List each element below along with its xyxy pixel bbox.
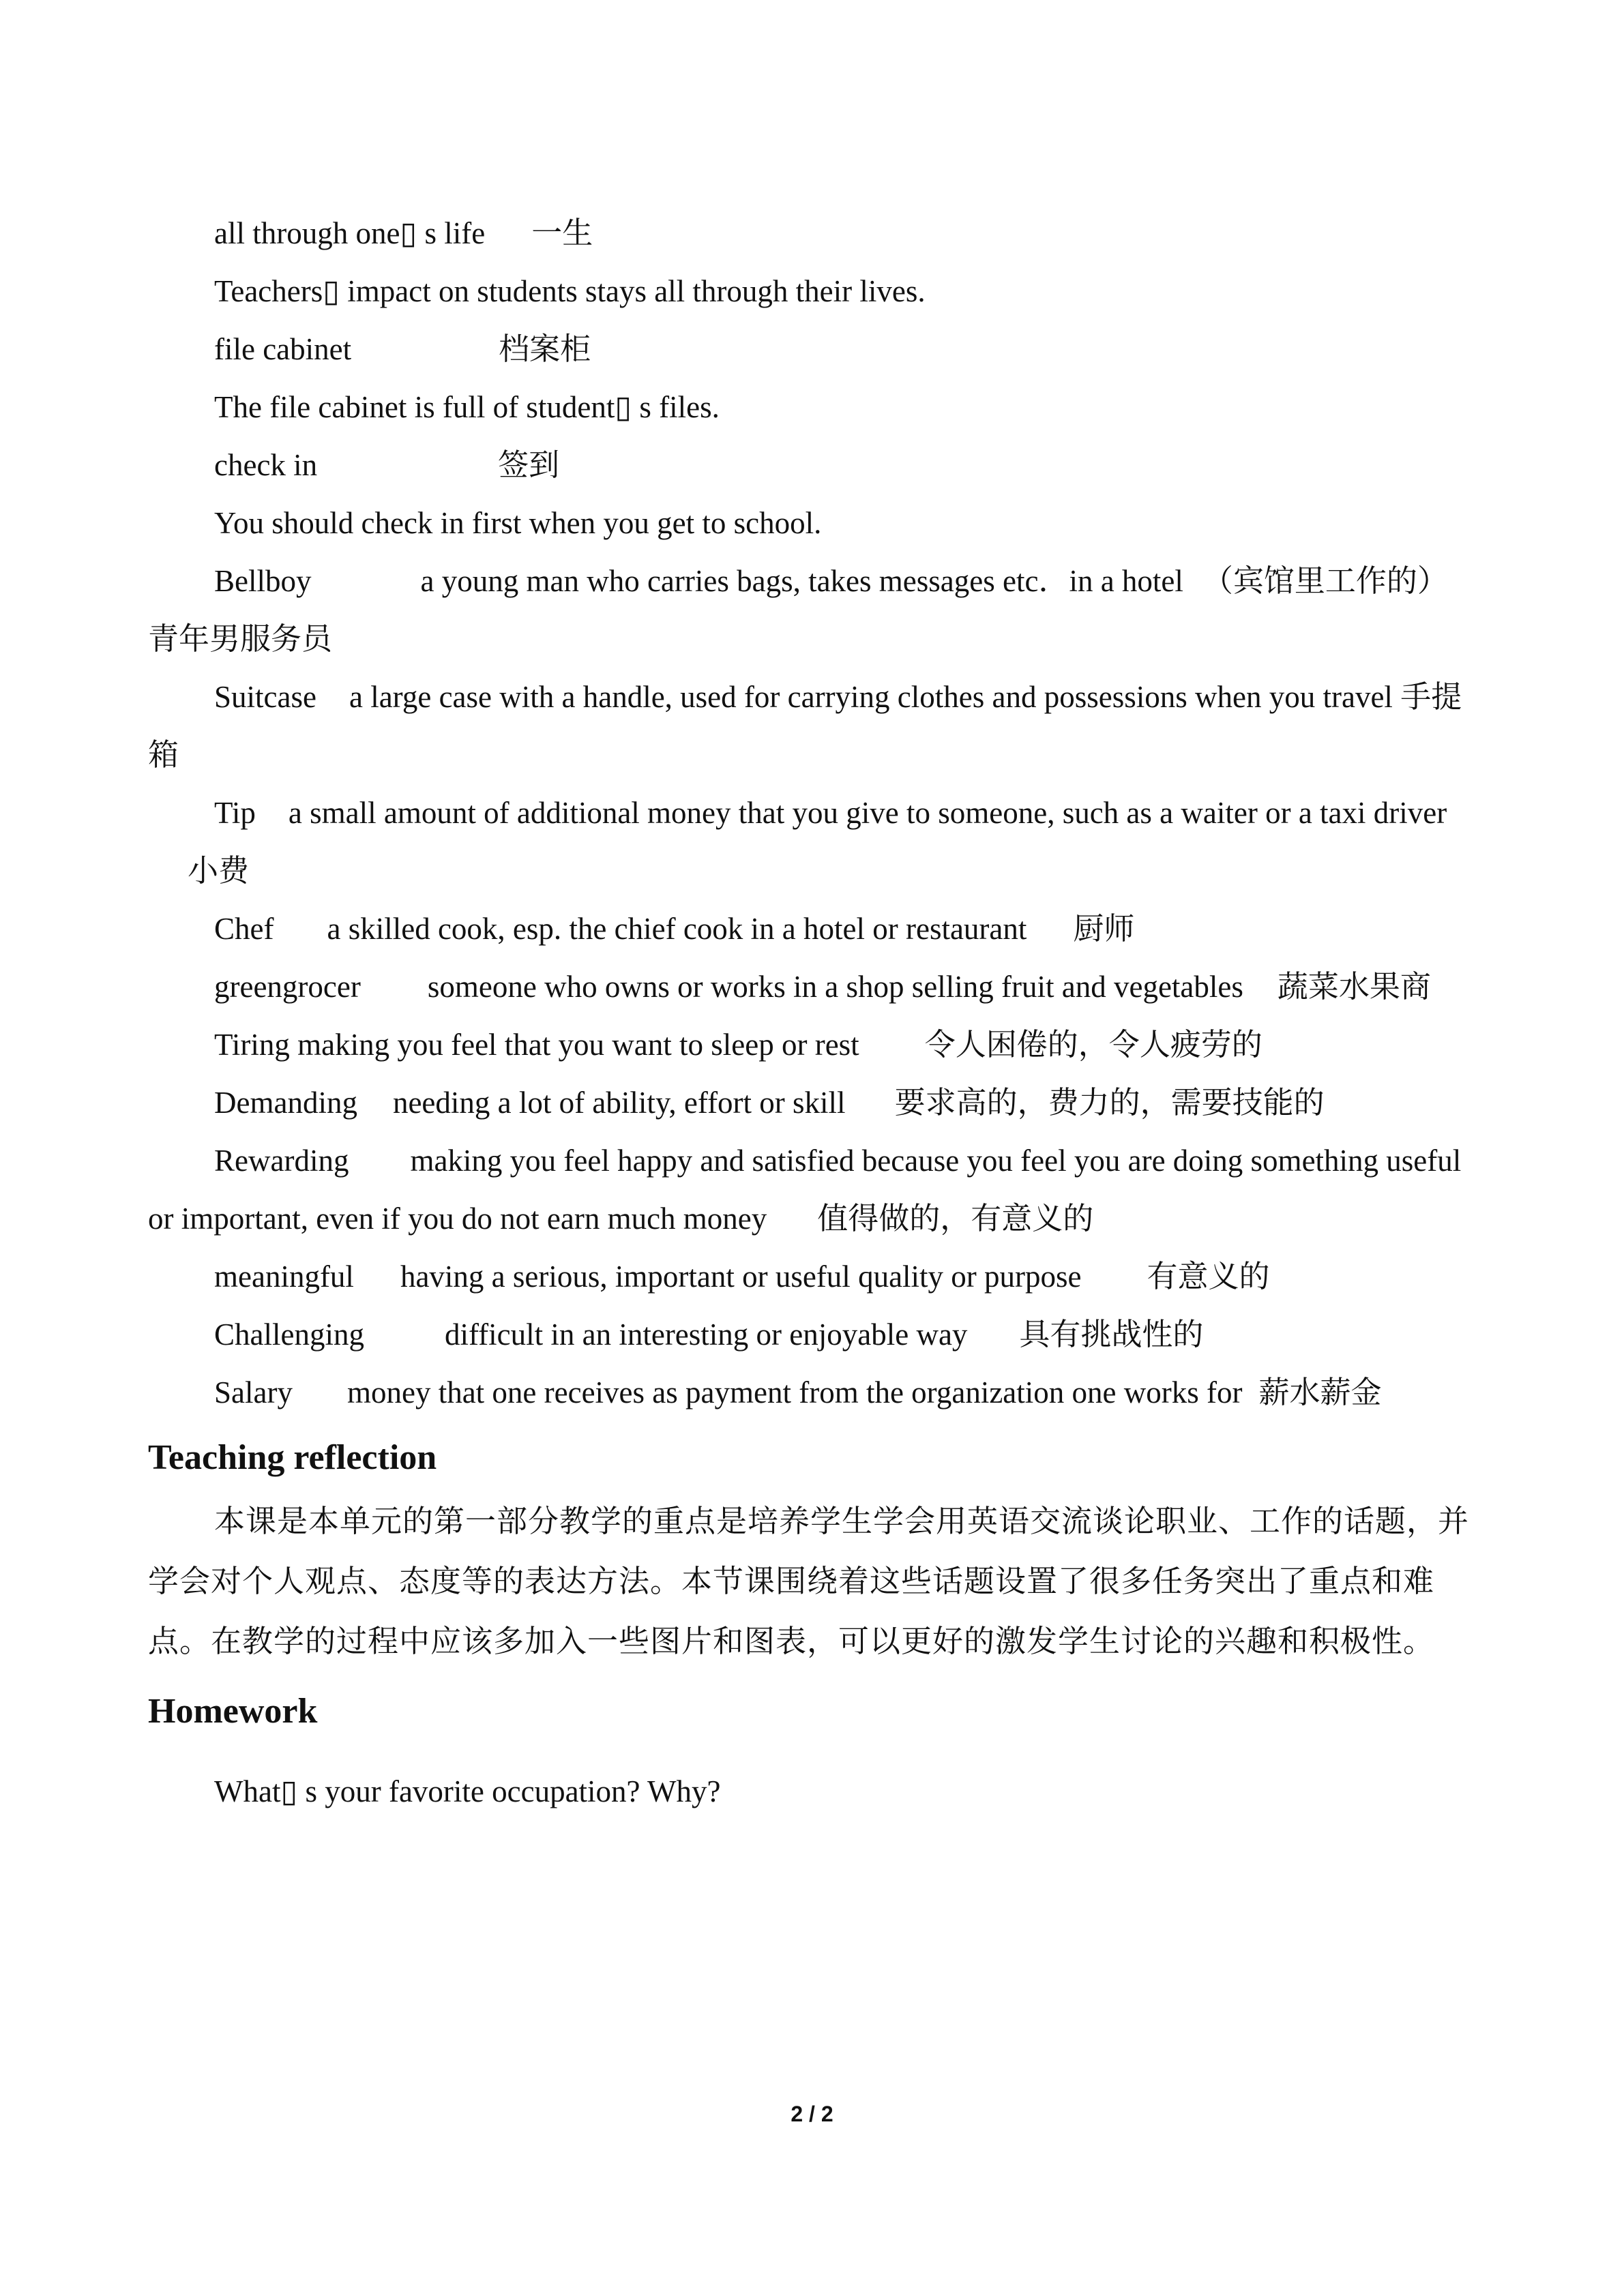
vocab-entry (148, 1306, 1478, 1364)
entry-chinese: 有意义的 (1147, 1259, 1270, 1294)
document-body (148, 205, 1478, 1821)
vocab-entry (148, 1132, 1478, 1248)
vocab-entry (148, 1364, 1478, 1422)
homework-body: What▯ s your favorite occupation? Why? (214, 1774, 721, 1808)
vocab-entry (148, 1016, 1478, 1074)
entry-term: Suitcase (214, 680, 316, 714)
entry-chinese: 蔬菜水果商 (1277, 970, 1431, 1004)
entry-term: check in (214, 448, 318, 482)
entry-chinese: 值得做的，有意义的 (817, 1202, 1094, 1236)
entry-chinese: 厨师 (1073, 912, 1135, 946)
entry-definition: difficult in an interesting or enjoyable way (444, 1317, 968, 1352)
vocab-entry (148, 668, 1478, 784)
entry-term: Demanding (214, 1086, 357, 1120)
entry-definition: money that one receives as payment from the organization one works for (346, 1375, 1243, 1410)
vocab-entry (148, 958, 1478, 1016)
entry-definition: a large case with a handle, used for carrying clothes and possessions when you travel (349, 680, 1393, 714)
entry-definition: someone who owns or works in a shop selling fruit and vegetables (427, 970, 1243, 1004)
entry-chinese: 签到 (498, 448, 560, 482)
entry-term: all through one▯ s life (214, 216, 486, 250)
entry-term: The file cabinet is full of student▯ s files. (214, 390, 720, 424)
entry-chinese: 薪水薪金 (1258, 1375, 1382, 1410)
entry-chinese: 手提箱 (148, 680, 1462, 772)
entry-chinese: （宾馆里工作的）青年男服务员 (148, 564, 1448, 656)
example-sentence (148, 378, 1478, 436)
entry-term: Bellboy (214, 564, 312, 598)
entry-definition: a young man who carries bags, takes messages etc．in a hotel (420, 564, 1183, 598)
entry-chinese: 具有挑战性的 (1019, 1317, 1204, 1352)
entry-term: greengrocer (214, 970, 361, 1004)
vocab-entry (148, 1074, 1478, 1132)
entry-term: Rewarding (214, 1144, 349, 1178)
teaching-reflection-body: 本课是本单元的第一部分教学的重点是培养学生学会用英语交流谈论职业、工作的话题，并学会对个人观点、态度等的表达方法。本节课围绕着这些话题设置了很多任务突出了重点和难点。在教学的过程中应该多加入一些图片和图表，可以更好的激发学生讨论的兴趣和积极性。 (148, 1504, 1470, 1658)
entry-term: Chef (214, 912, 274, 946)
vocab-entry (148, 784, 1478, 900)
vocab-entry (148, 436, 1478, 494)
homework-heading: Homework (148, 1692, 318, 1731)
entry-chinese: 要求高的，费力的，需要技能的 (894, 1086, 1325, 1120)
vocab-entry (148, 900, 1478, 958)
entry-term: file cabinet (214, 332, 352, 366)
example-sentence (148, 263, 1478, 320)
teaching-reflection-heading: Teaching reflection (148, 1438, 437, 1477)
entry-term: Tiring making you feel that you want to sleep or rest (214, 1028, 859, 1062)
entry-definition: a skilled cook, esp. the chief cook in a hotel or restaurant (327, 912, 1027, 946)
entry-chinese: 档案柜 (499, 332, 591, 366)
entry-definition: a small amount of additional money that you give to someone, such as a waiter or a taxi driver (288, 796, 1447, 830)
vocab-entry (148, 1248, 1478, 1306)
entry-chinese: 一生 (531, 216, 593, 250)
entry-definition: making you feel happy and satisfied because you feel you are doing something useful or important, even if you do not earn much money (148, 1144, 1462, 1236)
entry-chinese: 小费 (188, 854, 250, 888)
entry-term: meaningful (214, 1259, 354, 1294)
vocab-entry (148, 320, 1478, 378)
entry-term: Teachers▯ impact on students stays all through their lives. (214, 274, 926, 308)
vocab-entry (148, 205, 1478, 263)
entry-definition: having a serious, important or useful quality or purpose (400, 1259, 1082, 1294)
entry-term: Salary (214, 1375, 293, 1410)
entry-term: You should check in first when you get to school. (214, 506, 822, 540)
entry-term: Tip (214, 796, 256, 830)
vocab-entry (148, 552, 1478, 668)
entry-term: Challenging (214, 1317, 364, 1352)
entry-chinese: 令人困倦的，令人疲劳的 (924, 1028, 1263, 1062)
example-sentence (148, 494, 1478, 552)
entry-definition: needing a lot of ability, effort or skill (392, 1086, 846, 1120)
page-number: 2 / 2 (791, 2102, 833, 2126)
